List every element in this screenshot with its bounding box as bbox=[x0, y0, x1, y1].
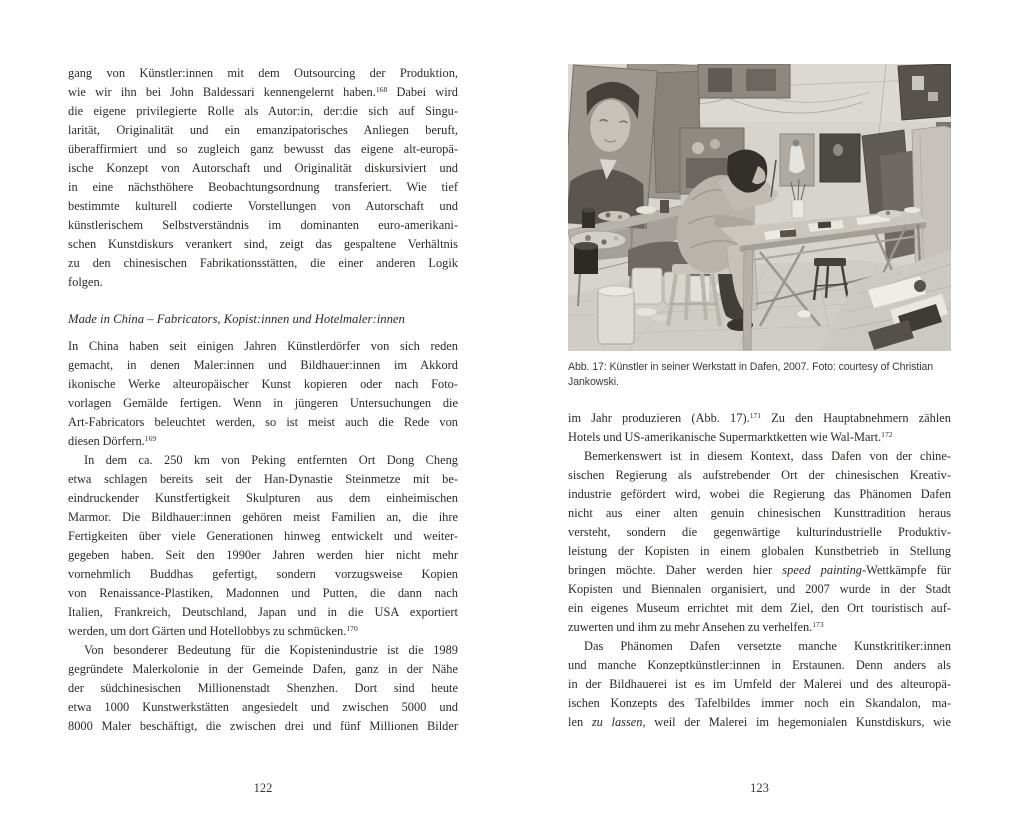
text-line: sischen Regierung als aufstrebender Ort der chinesischen Kreativ- bbox=[568, 468, 951, 482]
text-line: 8000 Maler beschäftigt, die zwischen drei und fünf Millionen Bilder bbox=[68, 719, 458, 733]
text-line: ischen Konzepts des Tafelbildes immer noch ein Skandalon, ma- bbox=[568, 696, 951, 710]
text-line: Fertigkeiten über viele Generationen hinweg entwickelt und weiter- bbox=[68, 529, 458, 543]
text-line: bestimmte kulturell codierte Vorstellungen von Autorschaft und bbox=[68, 199, 458, 213]
text-line: versteht, sondern die gegenwärtige kulturindustrielle Produktiv- bbox=[568, 525, 951, 539]
text-line: Bemerkenswert ist in diesem Kontext, dass Dafen von der chine- bbox=[584, 449, 951, 463]
text-line: gemacht, in denen Maler:innen und Bildhauer:innen im Akkord bbox=[68, 358, 458, 372]
text-line: bringen möchte. Daher werden hier speed painting-Wettkämpfe für bbox=[568, 563, 951, 577]
section-heading: Made in China – Fabricators, Kopist:innen und Hotelmaler:innen bbox=[68, 312, 405, 326]
text-line: im Jahr produzieren (Abb. 17).$^{171}$ Zu den Hauptabnehmern zählen bbox=[568, 410, 951, 425]
text-line: nicht aus einer alten genuin chinesischen Kunsttradition heraus bbox=[568, 506, 951, 520]
text-line: zu den chinesischen Fabrikationsstätten, die einer anderen Logik bbox=[68, 256, 458, 270]
text-line: Kopisten und Biennalen organisiert, und 2007 wurde in der Stadt bbox=[568, 582, 951, 596]
text-line: der südchinesischen Millionenstadt Shenzhen. Dort sind heute bbox=[68, 681, 458, 695]
paragraph-dafen bbox=[68, 641, 458, 736]
paragraph-phenomenon bbox=[568, 637, 951, 732]
workshop-photo bbox=[568, 64, 951, 351]
text-line: industrie gefördert wird, wobei die Regierung das Phänomen Dafen bbox=[568, 487, 951, 501]
text-line: werden, um dort Gärten und Hotellobbys zu schmücken.$^{170}$ bbox=[68, 623, 358, 638]
right-text-column bbox=[568, 409, 951, 732]
text-line: gang von Künstler:innen mit dem Outsourcing der Produktion, bbox=[68, 66, 458, 80]
text-line: leistung der Kopisten in einem globalen Kunstbetrieb in Stellung bbox=[568, 544, 951, 558]
text-line: ein eigenes Museum errichtet mit dem Ziel, den Ort touristisch auf- bbox=[568, 601, 951, 615]
text-line: gegeben haben. Seit den 1990er Jahren werden hier nicht mehr bbox=[68, 548, 458, 562]
paragraph-government bbox=[568, 447, 951, 637]
text-line: Marmor. Die Bildhauer:innen gehören meist Familien an, die ihre bbox=[68, 510, 458, 524]
text-line: in eine nächsthöhere Beobachtungsordnung transferiert. Wie tief bbox=[68, 180, 458, 194]
text-line: künstlerischem Selbstverständnis im dominanten euro-amerikani- bbox=[68, 218, 458, 232]
text-line: vorlagen Gemälde fertigen. Wenn in jüngeren Untersuchungen die bbox=[68, 396, 458, 410]
text-line: etwa 1000 Kunstwerkstätten angesiedelt und zwischen 5000 und bbox=[68, 700, 458, 714]
text-line: ische Konzept von Autorschaft und Originalität diskursiviert und bbox=[68, 161, 458, 175]
text-line: Hotels und US-amerikanische Supermarktketten wie Wal-Mart.$^{172}$ bbox=[568, 429, 893, 444]
text-line: Von besonderer Bedeutung für die Kopistenindustrie ist die 1989 bbox=[84, 643, 458, 657]
text-line: zuwerten und ihm zu mehr Ansehen zu verhelfen.$^{173}$ bbox=[568, 619, 824, 634]
text-line: wie wir ihn bei John Baldessari kennengelernt haben.$^{168}$ Dabei wird bbox=[68, 84, 458, 99]
text-line: len zu lassen, weil der Malerei im hegemonialen Kunstdiskurs, wie bbox=[568, 715, 951, 729]
text-line: Art-Fabricators beleuchtet werden, so ist meist auch die Rede von bbox=[68, 415, 458, 429]
page-number-left: 122 bbox=[253, 781, 273, 795]
text-line: überaffirmiert und so zugleich ganz bewusst das eigene alt-europä- bbox=[68, 142, 458, 156]
text-line: eindruckender Kunstfertigkeit Skulpturen aus dem einheimischen bbox=[68, 491, 458, 505]
text-line: folgen. bbox=[68, 275, 103, 289]
text-line: vornehmlich Buddhas gefertigt, sondern vorzugsweise Kopien bbox=[68, 567, 458, 581]
text-line: In dem ca. 250 km von Peking entfernten Ort Dong Cheng bbox=[84, 453, 458, 467]
text-line: diesen Dörfern.$^{169}$ bbox=[68, 433, 157, 448]
paragraph-continuation bbox=[68, 64, 458, 292]
text-line: in der Bildhauerei ist es im Umfeld der Malerei und des alteuropä- bbox=[568, 677, 951, 691]
text-line: Italien, Frankreich, Deutschland, Japan und in die USA exportiert bbox=[68, 605, 458, 619]
paragraph-intro bbox=[68, 337, 458, 451]
left-text-column bbox=[68, 64, 458, 736]
text-line: schen Kunstdiskurs verankert sind, zeigt das gespaltene Verhältnis bbox=[68, 237, 458, 251]
figure-17 bbox=[568, 64, 951, 390]
page-number-right: 123 bbox=[750, 781, 769, 795]
text-line: gegründete Malerkolonie in der Gemeinde Dafen, ganz in der Nähe bbox=[68, 662, 458, 676]
text-line: die eigene privilegierte Rolle als Autor:in, der:die sich auf Singu- bbox=[68, 104, 458, 118]
text-line: Das Phänomen Dafen versetzte manche Kunstkritiker:innen bbox=[584, 639, 951, 653]
figure-caption: Abb. 17: Künstler in seiner Werkstatt in Dafen, 2007. Foto: courtesy of Christian Jankowski. bbox=[568, 361, 934, 388]
text-line: ikonische Werke alteuropäischer Kunst kopieren oder nach Foto- bbox=[68, 377, 458, 391]
text-line: etwa schlagen bereits seit der Han-Dynastie Steinmetze mit be- bbox=[68, 472, 458, 486]
text-line: von Renaissance-Plastiken, Madonnen und Putten, die dann nach bbox=[68, 586, 458, 600]
paragraph-production bbox=[568, 409, 951, 447]
text-line: In China haben seit einigen Jahren Künstlerdörfer von sich reden bbox=[68, 339, 458, 353]
paragraph-dongcheng bbox=[68, 451, 458, 641]
text-line: und manche Konzeptkünstler:innen in Erstaunen. Denn anders als bbox=[568, 658, 951, 672]
text-line: larität, Originalität und ein emanzipatorisches Anliegen beruft, bbox=[68, 123, 458, 137]
